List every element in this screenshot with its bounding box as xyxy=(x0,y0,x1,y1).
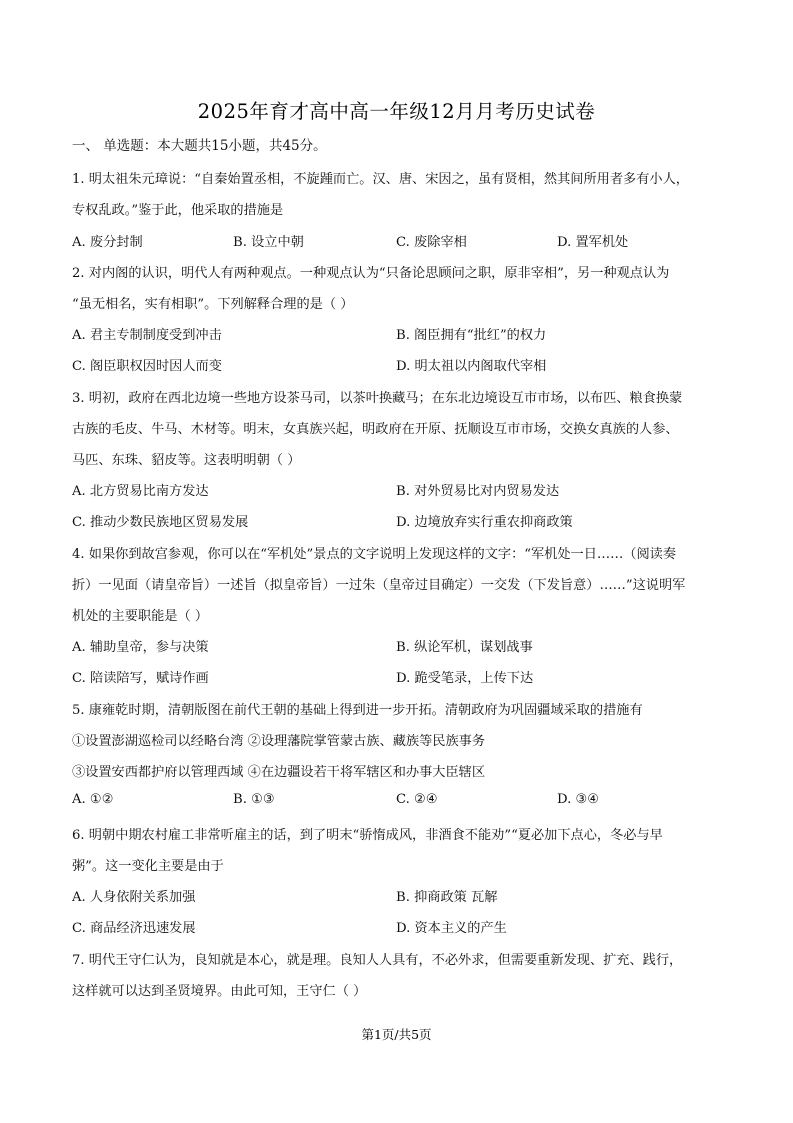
question-5-option-c: C. ②④ xyxy=(396,792,438,807)
question-2-option-d: D. 明太祖以内阁取代宰相 xyxy=(396,359,547,374)
question-5-option-b: B. ①③ xyxy=(233,792,275,807)
question-6-line-1: 6. 明朝中期农村雇工非常听雇主的话，到了明末“骄惰成风，非酒食不能劝”“夏必加下点心，冬必与早 xyxy=(72,828,663,843)
question-4-line-2: 折）一见面（请皇帝旨）一述旨（拟皇帝旨）一过朱（皇帝过目确定）一交发（下发旨意）……”这说明军 xyxy=(72,578,686,593)
question-5-option-a: A. ①② xyxy=(72,792,114,807)
question-3-line-2: 古族的毛皮、牛马、木材等。明末，女真族兴起，明政府在开原、抚顺设互市市场，交换女真族的人参、 xyxy=(72,422,679,437)
question-6-option-c: C. 商品经济迅速发展 xyxy=(72,921,196,936)
question-1-option-c: C. 废除宰相 xyxy=(396,235,467,250)
question-6-option-a: A. 人身依附关系加强 xyxy=(72,890,196,905)
question-3-option-b: B. 对外贸易比对内贸易发达 xyxy=(396,484,560,499)
question-3-option-a: A. 北方贸易比南方发达 xyxy=(72,484,209,499)
question-2-option-c: C. 阁臣职权因时因人而变 xyxy=(72,359,222,374)
question-4-option-a: A. 辅助皇帝，参与决策 xyxy=(72,640,209,655)
question-2-line-1: 2. 对内阁的认识，明代人有两种观点。一种观点认为“只备论思顾问之职，原非宰相”，另一种观点认为 xyxy=(72,266,670,281)
question-5-option-d: D. ③④ xyxy=(557,792,600,807)
question-6-option-b: B. 抑商政策 瓦解 xyxy=(396,890,498,905)
question-5-line-2: ①设置澎湖巡检司以经略台湾 ②设理藩院掌管蒙古族、藏族等民族事务 xyxy=(72,734,486,749)
question-3-option-d: D. 边境放弃实行重农抑商政策 xyxy=(396,515,573,530)
question-4-option-c: C. 陪读陪写，赋诗作画 xyxy=(72,671,209,686)
question-3-line-1: 3. 明初，政府在西北边境一些地方设茶马司，以茶叶换藏马；在东北边境设互市市场，以布匹、粮食换蒙 xyxy=(72,391,683,406)
question-7-line-2: 这样就可以达到圣贤境界。由此可知，王守仁（ ） xyxy=(72,984,367,999)
question-4-option-b: B. 纵论军机，谋划战事 xyxy=(396,640,533,655)
question-3-option-c: C. 推动少数民族地区贸易发展 xyxy=(72,515,249,530)
section-heading: 一、 单选题：本大题共15小题，共45分。 xyxy=(72,138,327,154)
question-3-line-3: 马匹、东珠、貂皮等。这表明明朝（ ） xyxy=(72,453,301,468)
question-1-line-2: 专权乱政。”鉴于此，他采取的措施是 xyxy=(72,203,284,218)
question-2-line-2: “虽无相名，实有相职”。下列解释合理的是（ ） xyxy=(72,297,354,312)
question-6-option-d: D. 资本主义的产生 xyxy=(396,921,507,936)
page-title: 2025年育才高中高一年级12月月考历史试卷 xyxy=(197,100,596,123)
question-2-option-b: B. 阁臣拥有“批红”的权力 xyxy=(396,328,547,343)
question-4-option-d: D. 跪受笔录，上传下达 xyxy=(396,671,534,686)
question-5-line-1: 5. 康雍乾时期，清朝版图在前代王朝的基础上得到进一步开拓。清朝政府为巩固疆域采取的措施有 xyxy=(72,703,643,718)
question-1-option-a: A. 废分封制 xyxy=(72,235,143,250)
question-4-line-1: 4. 如果你到故宫参观，你可以在“军机处”景点的文字说明上发现这样的文字：“军机处一日……（阅读奏 xyxy=(72,547,677,562)
question-1-option-d: D. 置军机处 xyxy=(557,235,629,250)
page-footer: 第1页/共5页 xyxy=(361,1027,432,1042)
question-1-option-b: B. 设立中朝 xyxy=(233,235,304,250)
question-6-line-2: 粥”。这一变化主要是由于 xyxy=(72,859,224,874)
question-7-line-1: 7. 明代王守仁认为，良知就是本心，就是理。良知人人具有，不必外求，但需要重新发现、扩充、践行， xyxy=(72,953,683,968)
question-4-line-3: 机处的主要职能是（ ） xyxy=(72,609,209,624)
question-2-option-a: A. 君主专制制度受到冲击 xyxy=(72,328,222,343)
question-1-line-1: 1. 明太祖朱元璋说：“自秦始置丞相，不旋踵而亡。汉、唐、宋因之，虽有贤相，然其间所用者多有小人， xyxy=(72,172,689,187)
question-5-line-3: ③设置安西都护府以管理西域 ④在边疆设若干将军辖区和办事大臣辖区 xyxy=(72,765,486,780)
